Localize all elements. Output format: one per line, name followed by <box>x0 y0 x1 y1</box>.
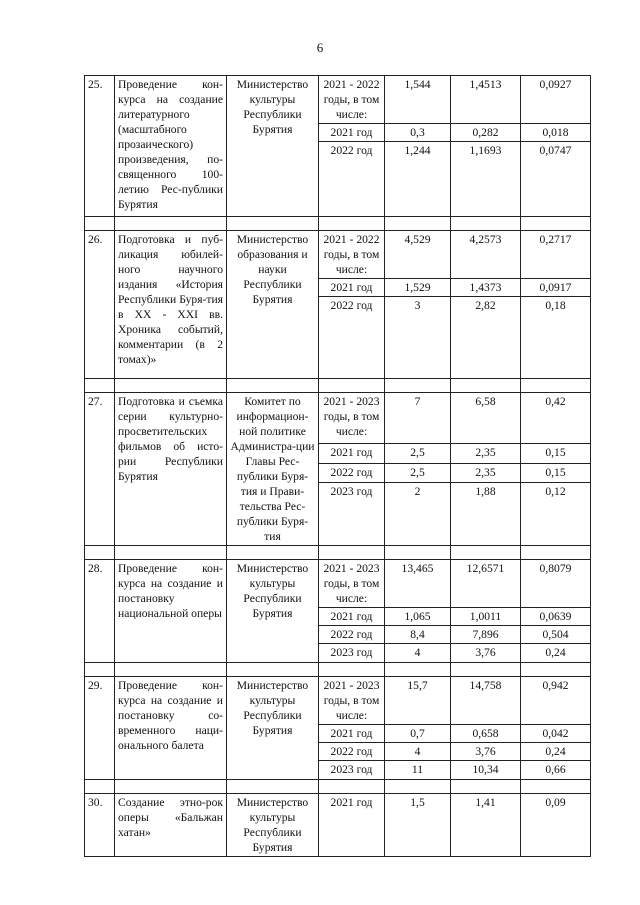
executor: Комитет по информацион-ной политике Администра-ции Главы Рес-публики Буря-тия и Прави-тельства Рес-публики Буря-тия <box>227 393 319 546</box>
total-amount: 1,544 <box>385 76 451 124</box>
republic-amount: 0,09 <box>521 794 591 857</box>
total-amount: 2,5 <box>385 444 451 463</box>
total-amount: 13,465 <box>385 560 451 608</box>
period-label: 2021 год <box>319 124 385 142</box>
separator-cell <box>451 217 521 231</box>
republic-amount: 0,0639 <box>521 608 591 626</box>
separator-cell <box>227 546 319 560</box>
republic-amount: 0,0747 <box>521 142 591 217</box>
total-amount: 1,529 <box>385 279 451 297</box>
republic-amount: 0,8079 <box>521 560 591 608</box>
period-label: 2021 - 2023 годы, в том числе: <box>319 677 385 725</box>
federal-amount: 0,282 <box>451 124 521 142</box>
executor: Министерство образования и науки Республики Бурятия <box>227 231 319 379</box>
table-row <box>85 76 591 124</box>
row-separator <box>85 663 591 677</box>
separator-cell <box>227 217 319 231</box>
separator-cell <box>115 663 227 677</box>
total-amount: 4 <box>385 743 451 761</box>
separator-cell <box>451 546 521 560</box>
period-label: 2022 год <box>319 297 385 379</box>
total-amount: 7 <box>385 393 451 444</box>
republic-amount: 0,66 <box>521 761 591 780</box>
period-label: 2021 год <box>319 608 385 626</box>
federal-amount: 1,1693 <box>451 142 521 217</box>
table-row <box>85 560 591 608</box>
executor: Министерство культуры Республики Бурятия <box>227 794 319 857</box>
separator-cell <box>85 217 115 231</box>
separator-cell <box>227 663 319 677</box>
total-amount: 0,7 <box>385 725 451 743</box>
period-label: 2021 - 2023 годы, в том числе: <box>319 393 385 444</box>
total-amount: 15,7 <box>385 677 451 725</box>
period-label: 2021 - 2023 годы, в том числе: <box>319 560 385 608</box>
separator-cell <box>385 780 451 794</box>
period-label: 2021 - 2022 годы, в том числе: <box>319 231 385 279</box>
total-amount: 8,4 <box>385 626 451 644</box>
separator-cell <box>451 663 521 677</box>
separator-cell <box>115 379 227 393</box>
period-label: 2022 год <box>319 626 385 644</box>
federal-amount: 14,758 <box>451 677 521 725</box>
row-number: 29. <box>85 677 115 780</box>
total-amount: 2,5 <box>385 463 451 482</box>
event-name: Проведение кон-курса на создание и постановку национальной оперы <box>115 560 227 663</box>
separator-cell <box>319 780 385 794</box>
federal-amount: 1,4513 <box>451 76 521 124</box>
row-number: 27. <box>85 393 115 546</box>
separator-cell <box>451 780 521 794</box>
federal-amount: 10,34 <box>451 761 521 780</box>
federal-amount: 1,88 <box>451 482 521 545</box>
total-amount: 1,5 <box>385 794 451 857</box>
period-label: 2021 год <box>319 794 385 857</box>
executor: Министерство культуры Республики Бурятия <box>227 560 319 663</box>
total-amount: 11 <box>385 761 451 780</box>
republic-amount: 0,18 <box>521 297 591 379</box>
separator-cell <box>521 663 591 677</box>
federal-amount: 1,4373 <box>451 279 521 297</box>
page-number: 6 <box>316 40 324 55</box>
separator-cell <box>227 379 319 393</box>
total-amount: 4 <box>385 644 451 663</box>
event-name: Подготовка и съемка серии культурно-просветительских фильмов об исто-рии Республики Бурятия <box>115 393 227 546</box>
event-name: Проведение кон-курса на создание и постановку со-временного наци-онального балета <box>115 677 227 780</box>
separator-cell <box>85 780 115 794</box>
separator-cell <box>319 379 385 393</box>
period-label: 2023 год <box>319 482 385 545</box>
federal-amount: 1,0011 <box>451 608 521 626</box>
separator-cell <box>115 546 227 560</box>
separator-cell <box>521 780 591 794</box>
separator-cell <box>521 217 591 231</box>
federal-amount: 2,35 <box>451 463 521 482</box>
separator-cell <box>85 379 115 393</box>
total-amount: 2 <box>385 482 451 545</box>
separator-cell <box>319 546 385 560</box>
separator-cell <box>115 780 227 794</box>
separator-cell <box>115 217 227 231</box>
event-name: Создание этно-рок оперы «Бальжан хатан» <box>115 794 227 857</box>
row-separator <box>85 379 591 393</box>
separator-cell <box>85 663 115 677</box>
separator-cell <box>385 663 451 677</box>
federal-amount: 1,41 <box>451 794 521 857</box>
period-label: 2022 год <box>319 142 385 217</box>
republic-amount: 0,15 <box>521 444 591 463</box>
republic-amount: 0,042 <box>521 725 591 743</box>
total-amount: 1,065 <box>385 608 451 626</box>
separator-cell <box>319 217 385 231</box>
separator-cell <box>521 546 591 560</box>
table-row <box>85 677 591 725</box>
federal-amount: 3,76 <box>451 743 521 761</box>
federal-amount: 2,82 <box>451 297 521 379</box>
republic-amount: 0,15 <box>521 463 591 482</box>
federal-amount: 12,6571 <box>451 560 521 608</box>
republic-amount: 0,24 <box>521 743 591 761</box>
republic-amount: 0,2717 <box>521 231 591 279</box>
republic-amount: 0,0917 <box>521 279 591 297</box>
federal-amount: 6,58 <box>451 393 521 444</box>
federal-amount: 7,896 <box>451 626 521 644</box>
republic-amount: 0,42 <box>521 393 591 444</box>
table-row <box>85 794 591 857</box>
federal-amount: 4,2573 <box>451 231 521 279</box>
republic-amount: 0,12 <box>521 482 591 545</box>
republic-amount: 0,504 <box>521 626 591 644</box>
row-number: 30. <box>85 794 115 857</box>
republic-amount: 0,24 <box>521 644 591 663</box>
period-label: 2022 год <box>319 463 385 482</box>
period-label: 2021 год <box>319 725 385 743</box>
total-amount: 0,3 <box>385 124 451 142</box>
separator-cell <box>319 663 385 677</box>
separator-cell <box>385 217 451 231</box>
executor: Министерство культуры Республики Бурятия <box>227 677 319 780</box>
event-name: Подготовка и пуб-ликация юбилей-ного научного издания «История Республики Буря-тия в XX - XXI вв. Хроника событий, комментарии (в 2 томах)» <box>115 231 227 379</box>
period-label: 2021 год <box>319 279 385 297</box>
separator-cell <box>385 546 451 560</box>
row-separator <box>85 546 591 560</box>
row-separator <box>85 217 591 231</box>
separator-cell <box>521 379 591 393</box>
separator-cell <box>385 379 451 393</box>
row-number: 26. <box>85 231 115 379</box>
row-number: 28. <box>85 560 115 663</box>
total-amount: 1,244 <box>385 142 451 217</box>
separator-cell <box>227 780 319 794</box>
period-label: 2022 год <box>319 743 385 761</box>
table-row <box>85 231 591 279</box>
separator-cell <box>85 546 115 560</box>
federal-amount: 2,35 <box>451 444 521 463</box>
period-label: 2023 год <box>319 761 385 780</box>
federal-amount: 0,658 <box>451 725 521 743</box>
period-label: 2023 год <box>319 644 385 663</box>
row-number: 25. <box>85 76 115 217</box>
total-amount: 3 <box>385 297 451 379</box>
federal-amount: 3,76 <box>451 644 521 663</box>
event-name: Проведение кон-курса на создание литературного (масштабного прозаического) произведения, по-священного 100-летию Рес-публики Бурятия <box>115 76 227 217</box>
republic-amount: 0,942 <box>521 677 591 725</box>
executor: Министерство культуры Республики Бурятия <box>227 76 319 217</box>
program-table-body <box>85 76 591 857</box>
period-label: 2021 год <box>319 444 385 463</box>
row-separator <box>85 780 591 794</box>
separator-cell <box>451 379 521 393</box>
table-row <box>85 393 591 444</box>
republic-amount: 0,018 <box>521 124 591 142</box>
program-table <box>84 75 591 857</box>
total-amount: 4,529 <box>385 231 451 279</box>
period-label: 2021 - 2022 годы, в том числе: <box>319 76 385 124</box>
republic-amount: 0,0927 <box>521 76 591 124</box>
